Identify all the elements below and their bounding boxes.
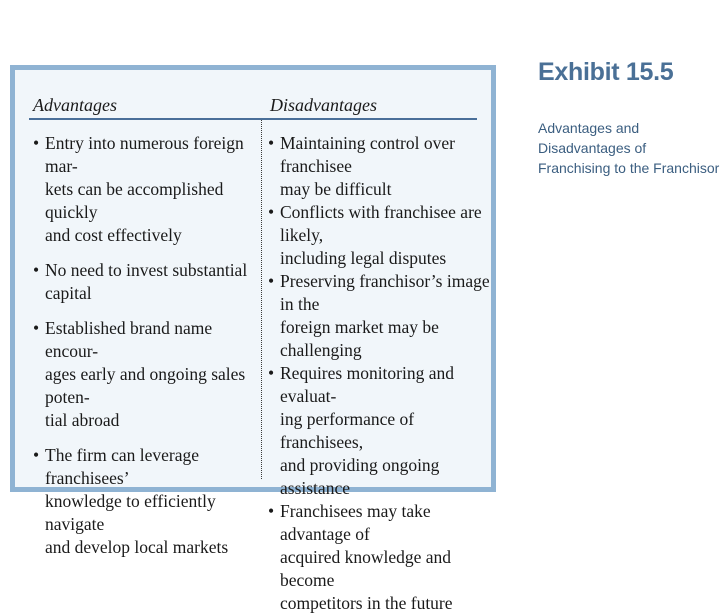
- disadvantage-item: • Maintaining control over franchisee may be difficult: [268, 132, 490, 201]
- exhibit-title: Exhibit 15.5: [538, 58, 674, 86]
- header-rule: [29, 118, 477, 120]
- advantage-item: • Entry into numerous foreign mar- kets can be accomplished quickly and cost effectively: [33, 132, 257, 247]
- advantage-item: • Established brand name encour- ages early and ongoing sales poten- tial abroad: [33, 317, 257, 432]
- disadvantage-item: • Franchisees may take advantage of acquired knowledge and become competitors in the future: [268, 500, 490, 615]
- exhibit-subtitle: Advantages and Disadvantages of Franchising to the Franchisor: [538, 120, 720, 176]
- disadvantage-item: • Conflicts with franchisee are likely, including legal disputes: [268, 201, 490, 270]
- advantages-list: [33, 132, 257, 571]
- advantages-heading: Advantages: [33, 95, 117, 115]
- disadvantages-list: [268, 132, 490, 615]
- disadvantage-item: • Preserving franchisor’s image in the foreign market may be challenging: [268, 270, 490, 362]
- advantage-item: • The firm can leverage franchisees’ knowledge to efficiently navigate and develop local markets: [33, 444, 257, 559]
- exhibit-table: [10, 65, 496, 613]
- disadvantages-heading: Disadvantages: [270, 95, 377, 115]
- disadvantage-item: • Requires monitoring and evaluat- ing performance of franchisees, and providing ongoing assistance: [268, 362, 490, 500]
- column-divider: [261, 120, 262, 479]
- advantage-item: • No need to invest substantial capital: [33, 259, 257, 305]
